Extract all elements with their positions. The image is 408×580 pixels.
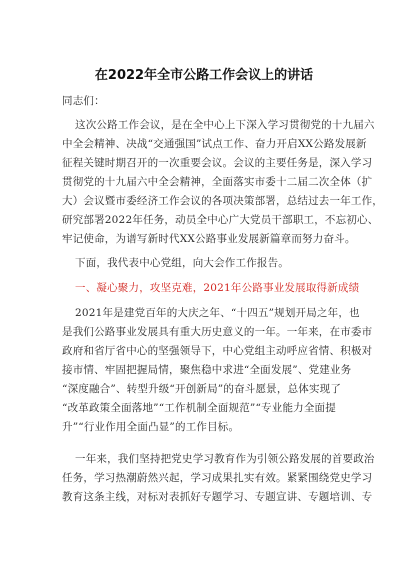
document-title: 在2022年全市公路工作会议上的讲话: [94, 68, 314, 83]
body-line: 中全会精神、决战“交通强国”试点工作、奋力开启XX公路发展新: [62, 138, 367, 150]
body-line: “改革政策全面落地”“工作机制全面规范”“专业能力全面提: [62, 402, 336, 414]
body-line: 教育这条主线，对标对表抓好专题学习、专题宣讲、专题培训、专: [62, 491, 373, 503]
body-line: 贯彻党的十九届六中全会精神，全面落实市委十二届二次全体（扩: [62, 176, 373, 188]
body-line: 牢记使命，为谱写新时代XX公路事业发展新篇章而努力奋斗。: [62, 233, 356, 245]
body-line: 一年来，我们坚持把党史学习教育作为引领公路发展的首要政治: [75, 453, 375, 465]
body-line: 任务，学习热潮蔚然兴起，学习成果扎实有效。紧紧围绕党史学习: [62, 472, 373, 484]
body-line: 下面，我代表中心党组，向大会作工作报告。: [75, 257, 289, 269]
body-line: 是我们公路事业发展具有重大历史意义的一年。一年来，在市委市: [62, 326, 373, 338]
body-line: 接市情、牢固把握局情，聚焦稳中求进“全面发展”、党建业务: [62, 364, 352, 376]
body-line: 征程关键时期召开的一次重要会议。会议的主要任务是，深入学习: [62, 157, 373, 169]
body-line: 政府和省厅省中心的坚强领导下，中心党组主动呼应省情、积极对: [62, 345, 373, 357]
body-line: 这次公路工作会议，是在全中心上下深入学习贯彻党的十九届六: [75, 119, 375, 131]
section-heading: 一、凝心聚力，攻坚克难，2021年公路事业发展取得新成绩: [75, 282, 360, 294]
body-line: “深度融合”、转型升级“开创新局”的奋斗愿景，总体实现了: [62, 383, 342, 395]
salutation: 同志们：: [62, 95, 105, 107]
body-line: 研究部署2022年任务，动员全中心广大党员干部职工，不忘初心、: [62, 214, 379, 226]
body-line: 2021年是建党百年的大庆之年、“十四五”规划开局之年，也: [75, 307, 360, 319]
body-line: 升”“行业作用全面凸显”的工作目标。: [62, 421, 240, 433]
body-line: 大）会议暨市委经济工作会议的各项决策部署，总结过去一年工作，: [62, 195, 383, 207]
